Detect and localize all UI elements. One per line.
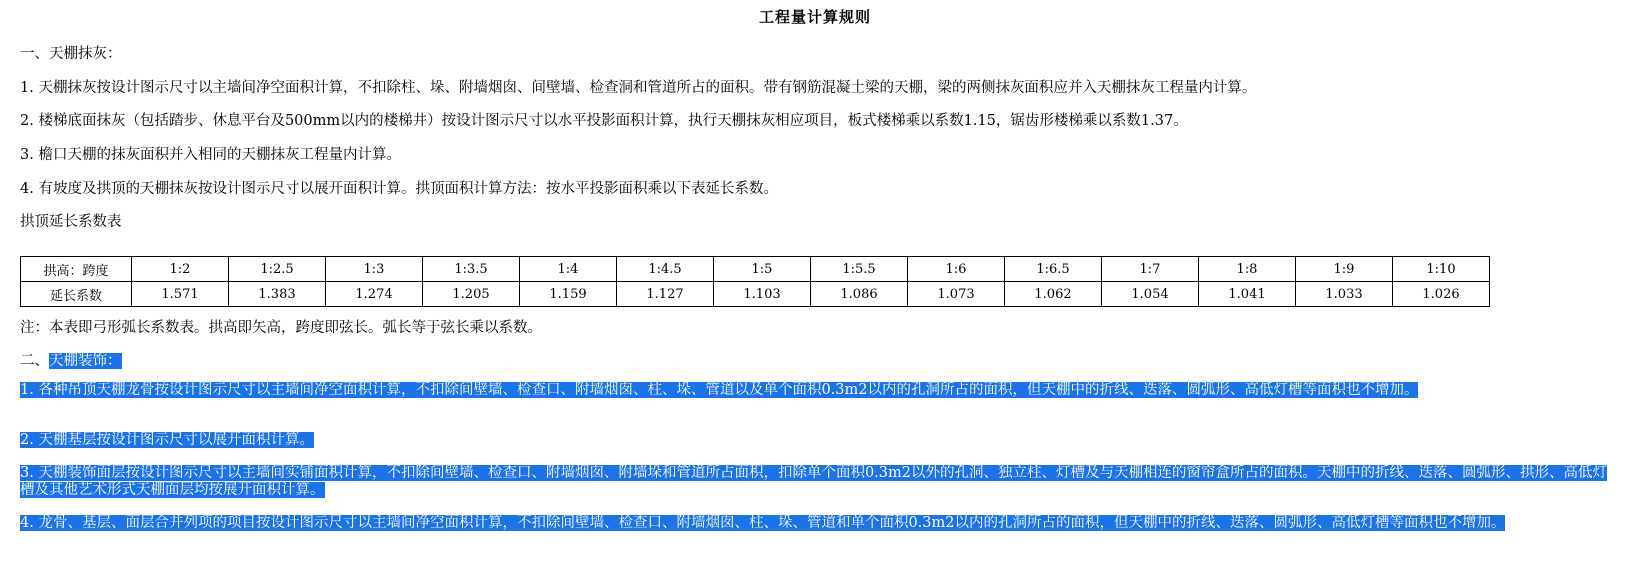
selected-text[interactable]: 4. 龙骨、基层、面层合并列项的项目按设计图示尺寸以主墙间净空面积计算，不扣除间壁墙、检查口、附墙烟囱、柱、垛、管道和单个面积0.3m2以内的孔洞所占的面积，但天棚中的折线、迭落、圆弧形、高低灯槽等面积也不增加。 <box>20 515 1506 531</box>
selected-text[interactable]: 1. 各种吊顶天棚龙骨按设计图示尺寸以主墙间净空面积计算，不扣除间壁墙、检查口、附墙烟囱、柱、垛、管道以及单个面积0.3m2以内的孔洞所占的面积，但天棚中的折线、迭落、圆弧形、高低灯槽等面积也不增加。 <box>20 382 1419 398</box>
table-cell: 1:10 <box>1393 257 1490 282</box>
document-title: 工程量计算规则 <box>758 8 871 26</box>
section-1-item-1: 1. 天棚抹灰按设计图示尺寸以主墙间净空面积计算，不扣除柱、垛、附墙烟囱、间壁墙、检查洞和管道所占的面积。带有钢筋混凝土梁的天棚，梁的两侧抹灰面积应并入天棚抹灰工程量内计算。 <box>20 80 1257 96</box>
table-cell: 1:3.5 <box>423 257 520 282</box>
section-2-item-1[interactable] <box>20 382 1610 399</box>
table-cell: 1:4 <box>520 257 617 282</box>
table-row-coefficients <box>21 282 1490 307</box>
table-cell: 1.062 <box>1005 282 1102 307</box>
table-cell: 1:5.5 <box>811 257 908 282</box>
table-cell: 1:6 <box>908 257 1005 282</box>
section-1-heading: 一、天棚抹灰： <box>20 46 122 62</box>
table-cell: 1:7 <box>1102 257 1199 282</box>
table-cell: 1.103 <box>714 282 811 307</box>
table-cell: 1.054 <box>1102 282 1199 307</box>
table-cell: 1.026 <box>1393 282 1490 307</box>
table-cell: 1.086 <box>811 282 908 307</box>
table-cell: 1:3 <box>326 257 423 282</box>
table-cell: 1:2.5 <box>229 257 326 282</box>
table-cell: 1.041 <box>1199 282 1296 307</box>
table-cell: 1.127 <box>617 282 714 307</box>
section-1-item-2: 2. 楼梯底面抹灰（包括踏步、休息平台及500mm以内的楼梯井）按设计图示尺寸以水平投影面积计算，执行天棚抹灰相应项目，板式楼梯乘以系数1.15，锯齿形楼梯乘以系数1.37。 <box>20 113 1188 129</box>
table-cell: 1.159 <box>520 282 617 307</box>
table-row-header: 延长系数 <box>21 282 132 307</box>
section-2-item-3[interactable] <box>20 465 1610 499</box>
table-cell: 1:9 <box>1296 257 1393 282</box>
selected-text[interactable]: 2. 天棚基层按设计图示尺寸以展开面积计算。 <box>20 432 314 448</box>
table-cell: 1:5 <box>714 257 811 282</box>
arch-coefficient-table <box>20 256 1490 307</box>
table-cell: 1.205 <box>423 282 520 307</box>
section-2-heading-selected[interactable]: 天棚装饰： <box>49 353 122 369</box>
table-note: 注：本表即弓形弧长系数表。拱高即矢高，跨度即弦长。弧长等于弦长乘以系数。 <box>20 320 542 336</box>
table-cell: 1:2 <box>132 257 229 282</box>
table-cell: 1:6.5 <box>1005 257 1102 282</box>
table-cell: 1.571 <box>132 282 229 307</box>
section-2-heading <box>20 349 122 370</box>
table-cell: 1.073 <box>908 282 1005 307</box>
table-cell: 1.033 <box>1296 282 1393 307</box>
table-cell: 1:8 <box>1199 257 1296 282</box>
section-2-item-4[interactable] <box>20 515 1610 532</box>
table-cell: 1:4.5 <box>617 257 714 282</box>
table-cell: 1.383 <box>229 282 326 307</box>
section-1-item-3: 3. 檐口天棚的抹灰面积并入相同的天棚抹灰工程量内计算。 <box>20 147 401 163</box>
table-cell: 1.274 <box>326 282 423 307</box>
table-row-header: 拱高：跨度 <box>21 257 132 282</box>
table-caption: 拱顶延长系数表 <box>20 214 122 230</box>
table-row-ratios <box>21 257 1490 282</box>
section-1-item-4: 4. 有坡度及拱顶的天棚抹灰按设计图示尺寸以展开面积计算。拱顶面积计算方法：按水平投影面积乘以下表延长系数。 <box>20 181 778 197</box>
section-2-item-2[interactable] <box>20 432 1610 449</box>
selected-text[interactable]: 3. 天棚装饰面层按设计图示尺寸以主墙间实铺面积计算，不扣除间壁墙、检查口、附墙烟囱、附墙垛和管道所占面积，扣除单个面积0.3m2以外的孔洞、独立柱、灯槽及与天棚相连的窗帘盒所占的面积。天棚中的折线、迭落、圆弧形、拱形、高低灯槽及其他艺术形式天棚面层均按展开面积计算。 <box>20 465 1607 498</box>
section-2-prefix: 二、 <box>20 353 49 369</box>
